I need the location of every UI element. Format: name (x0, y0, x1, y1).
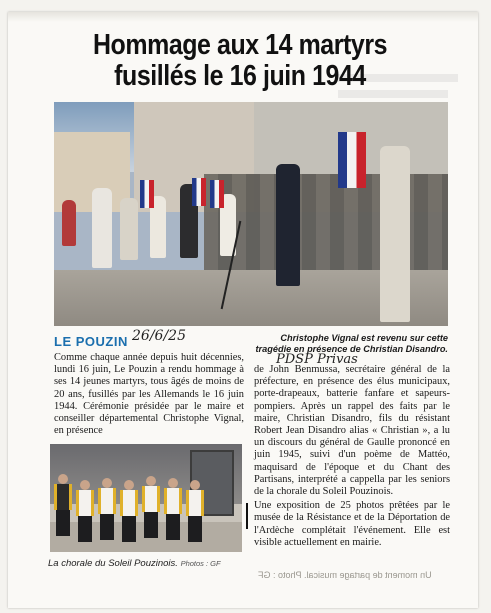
headline-line-2: fusillés le 16 juin 1944 (114, 60, 366, 92)
bleed-through-caption: Un moment de partage musical. Photo : GF (258, 570, 432, 580)
french-flag (192, 178, 206, 206)
headline-line-1: Hommage aux 14 martyrs (92, 29, 388, 61)
main-photo-caption: Christophe Vignal est revenu sur cette tragédie en présence de Christian Disandro. (255, 333, 448, 354)
french-flag (338, 132, 366, 188)
french-flag (210, 180, 224, 208)
article-body-right (254, 364, 450, 549)
photo-credit: Photos : GF (180, 559, 221, 568)
body-paragraph: de John Benmussa, secrétaire général de la préfecture, en présence des élus municipaux, porte-drapeaux, batterie fanfare et sapeurs-pompiers. Après un rappel des faits par le maire, Christian Disandro, fils du résistant Robert Jean Disandro alias « Christian », a lu un discours du général de Gaulle prononcé en juin 1945, suivi d'un poème de Mattéo, maquisard de l'époque et du Chant des Partisans, interprété a cappella par les seniors de la chorale du Soleil Pouzinois. (254, 364, 450, 498)
choir-photo-caption (48, 558, 221, 569)
margin-mark (246, 503, 248, 529)
headline (68, 30, 412, 92)
bleed-through-top (8, 12, 478, 22)
article-body-left (54, 352, 244, 437)
place-name: LE POUZIN (54, 334, 128, 349)
choir-caption-text: La chorale du Soleil Pouzinois. (48, 558, 178, 569)
body-paragraph: Comme chaque année depuis huit décennies, lundi 16 juin, Le Pouzin a rendu hommage à ses 14 jeunes martyrs, tous âgés de moins de 20 ans, fusillés par les Allemands le 16 juin 1944. Cérémonie présidée par le maire et conseiller départemental Christophe Vignal, en présence (54, 352, 244, 437)
ceremony-photo (54, 102, 448, 326)
handwritten-date: 26/6/25 (132, 328, 186, 344)
choir-photo (50, 444, 242, 552)
body-paragraph: Une exposition de 25 photos prêtées par le musée de la Résistance et de la Déportation de l'Ardèche complétait l'événement. Elle est visible actuellement en mairie. (254, 500, 450, 548)
handwritten-note: PDSP Privas (276, 352, 358, 367)
french-flag (140, 180, 154, 208)
